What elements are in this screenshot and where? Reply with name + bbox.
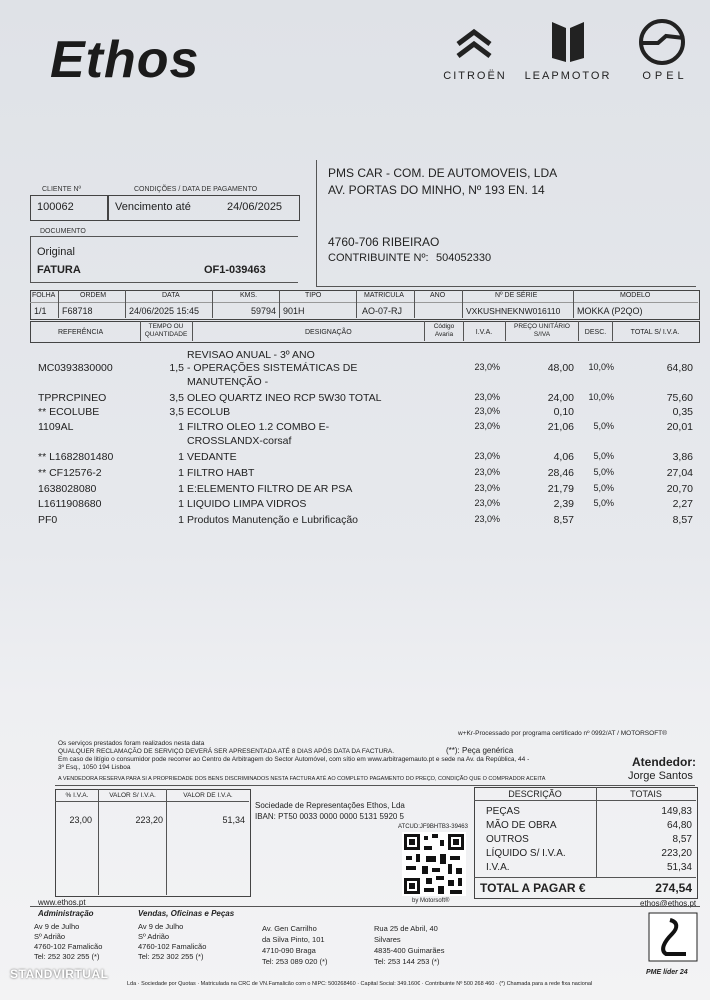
legal-note: Lda · Sociedade por Quotas · Matriculada na CRC de VN.Famalicão com o NIPC: 500268460 · Capital Social: 349.160€ · Contribuinte Nº 500 268 460 · (*) Chamada para a rede fixa nacional [127, 981, 593, 987]
customer-postal: 4760-706 RIBEIRAO [328, 235, 440, 249]
line-total: 0,35 [672, 406, 693, 418]
vehicle-header-kms: KMS. [240, 292, 258, 299]
opel-logo-icon [636, 16, 688, 68]
line-designation: OLEO QUARTZ INEO RCP 5W30 TOTAL [187, 392, 382, 404]
line-vat: 23,0% [474, 451, 500, 461]
summary-label: PEÇAS [486, 806, 520, 817]
brand-leapmotor: LEAPMOTOR [524, 70, 612, 82]
admin-line: Av 9 de Julho [34, 922, 80, 931]
sales1-line: Tel: 252 302 255 (*) [138, 952, 204, 961]
line-unit-price: 2,39 [553, 498, 574, 510]
vat-header-base: VALOR S/ I.V.A. [109, 792, 156, 799]
line-designation: CROSSLANDX-corsaf [187, 435, 292, 447]
line-vat: 23,0% [474, 362, 500, 372]
customer-address: AV. PORTAS DO MINHO, Nº 193 EN. 14 [328, 183, 545, 197]
line-reference: 1109AL [38, 421, 74, 433]
line-discount: 10,0% [588, 392, 614, 402]
summary-header-totals: TOTAIS [630, 789, 662, 799]
brand-opel: OPEL [642, 70, 688, 82]
summary-label: LÍQUIDO S/ I.V.A. [486, 848, 566, 859]
email[interactable]: ethos@ethos.pt [640, 899, 697, 908]
qr-code-icon [402, 832, 466, 896]
sales1-line: Av 9 de Julho [138, 922, 184, 931]
sales3-line: Rua 25 de Abril, 40 [374, 924, 438, 933]
vehicle-header-date: DATA [162, 292, 180, 299]
summary-value: 149,83 [661, 806, 692, 817]
sales-title: Vendas, Oficinas e Peças [138, 909, 235, 918]
company-logo: Ethos [50, 31, 200, 89]
vehicle-header-year: ANO [430, 292, 446, 299]
attendant-label: Atendedor: [632, 755, 696, 769]
vat-rate: 23,00 [69, 815, 92, 825]
line-unit-price: 28,46 [547, 467, 574, 479]
sales2-line: Av. Gen Carrilho [262, 924, 317, 933]
website[interactable]: www.ethos.pt [38, 898, 86, 907]
line-quantity: 1 [178, 483, 184, 495]
vehicle-model: MOKKA (P2QO) [577, 306, 643, 316]
summary-value: 64,80 [666, 820, 692, 831]
vehicle-serial: VXKUSHNEKNW016110 [466, 306, 561, 316]
col-discount: DESC. [584, 329, 607, 336]
line-total: 64,80 [666, 362, 693, 374]
line-unit-price: 0,10 [553, 406, 574, 418]
line-reference: L1611908680 [38, 498, 102, 510]
line-quantity: 1,5 [169, 362, 184, 374]
line-designation: E:ELEMENTO FILTRO DE AR PSA [187, 483, 353, 495]
customer-nif: 504052330 [436, 252, 492, 264]
line-quantity: 3,5 [169, 406, 184, 418]
line-discount: 5,0% [593, 483, 614, 493]
vehicle-kms: 59794 [250, 306, 276, 316]
col-vat: I.V.A. [475, 329, 493, 336]
vehicle-header-model: MODELO [620, 292, 651, 299]
customer-nif-label: CONTRIBUINTE Nº: [328, 252, 429, 264]
line-unit-price: 48,00 [547, 362, 574, 374]
line-reference: ** ECOLUBE [38, 406, 100, 418]
document-label: DOCUMENTO [40, 228, 86, 235]
col-reference: REFERÊNCIA [58, 329, 104, 336]
line-unit-price: 24,00 [547, 392, 574, 404]
line-discount: 5,0% [593, 421, 614, 431]
conditions-value: Vencimento até [115, 201, 191, 213]
ownership-reserve: A VENDEDORA RESERVA PARA SI A PROPRIEDADE DOS BENS DISCRIMINADOS NESTA FACTURA ATÉ AO COMPLETO PAGAMENTO DO PREÇO, CONDIÇÃO QUE O COMPRADOR ACEITA [58, 776, 546, 782]
line-designation: REVISAO ANUAL - 3º ANO [187, 349, 315, 361]
vat-base: 223,20 [135, 815, 163, 825]
conditions-label: CONDIÇÕES / DATA DE PAGAMENTO [134, 186, 258, 193]
generic-part-note: (**): Peça genérica [446, 746, 514, 755]
notice-line-2: QUALQUER RECLAMAÇÃO DE SERVIÇO DEVERÁ SER APRESENTADA ATÉ 8 DIAS APÓS DATA DA FACTURA. [58, 748, 395, 755]
line-reference: 1638028080 [38, 483, 97, 495]
admin-line: 4760-102 Famalicão [34, 942, 103, 951]
line-total: 2,27 [672, 498, 693, 510]
total-value: 274,54 [655, 881, 692, 895]
line-designation: MANUTENÇÃO - [187, 376, 269, 388]
vehicle-plate: AO-07-RJ [362, 306, 403, 316]
sales3-line: Tel: 253 144 253 (*) [374, 957, 440, 966]
summary-label: OUTROS [486, 834, 529, 845]
motorsoft-credit: by Motorsoft® [412, 898, 450, 904]
attendant-name: Jorge Santos [628, 770, 693, 782]
line-total: 8,57 [672, 514, 693, 526]
document-type: Original [37, 246, 75, 258]
summary-value: 8,57 [672, 834, 692, 845]
vehicle-date: 24/06/2025 15:45 [129, 306, 200, 316]
leapmotor-logo-icon [546, 18, 590, 66]
line-unit-price: 21,06 [547, 421, 574, 433]
line-reference: TPPRCPINEO [38, 392, 107, 404]
summary-label: MÃO DE OBRA [486, 820, 557, 831]
admin-title: Administração [38, 909, 94, 918]
vat-table [55, 789, 251, 897]
line-discount: 5,0% [593, 498, 614, 508]
line-reference: PF0 [38, 514, 58, 526]
summary-header-description: DESCRIÇÃO [508, 789, 562, 799]
line-vat: 23,0% [474, 406, 500, 416]
line-total: 3,86 [672, 451, 693, 463]
line-vat: 23,0% [474, 421, 500, 431]
line-quantity: 3,5 [169, 392, 184, 404]
line-discount: 10,0% [588, 362, 614, 372]
due-date: 24/06/2025 [227, 201, 283, 213]
line-total: 75,60 [666, 392, 693, 404]
line-total: 20,70 [666, 483, 693, 495]
col-quantity: TEMPO OU QUANTIDADE [144, 323, 188, 338]
col-total: TOTAL S/ I.V.A. [630, 329, 680, 336]
line-unit-price: 4,06 [553, 451, 574, 463]
line-reference: ** L1682801480 [38, 451, 114, 463]
line-vat: 23,0% [474, 483, 500, 493]
company-name: Sociedade de Representações Ethos, Lda [255, 801, 405, 810]
vehicle-sheet: 1/1 [34, 306, 47, 316]
line-discount: 5,0% [593, 451, 614, 461]
sales2-line: 4710-090 Braga [262, 946, 316, 955]
vehicle-header-type: TIPO [305, 292, 322, 299]
vat-header-rate: % I.V.A. [65, 792, 89, 799]
line-unit-price: 8,57 [553, 514, 574, 526]
line-designation: Produtos Manutenção e Lubrificação [187, 514, 359, 526]
line-quantity: 1 [178, 498, 184, 510]
line-designation: FILTRO HABT [187, 467, 255, 479]
sales3-line: 4835-400 Guimarães [374, 946, 445, 955]
admin-line: Tel: 252 302 255 (*) [34, 952, 100, 961]
customer-name: PMS CAR - COM. DE AUTOMOVEIS, LDA [328, 166, 558, 180]
total-label: TOTAL A PAGAR € [480, 881, 586, 895]
summary-value: 51,34 [666, 862, 692, 873]
document-number: OF1-039463 [204, 264, 266, 276]
line-total: 20,01 [666, 421, 693, 433]
vehicle-header-plate: MATRICULA [364, 292, 404, 299]
line-designation: VEDANTE [187, 451, 237, 463]
line-reference: ** CF12576-2 [38, 467, 102, 479]
line-vat: 23,0% [474, 467, 500, 477]
watermark: STANDVIRTUAL [10, 967, 109, 981]
line-designation: LIQUIDO LIMPA VIDROS [187, 498, 307, 510]
vehicle-header-sheet: FOLHA [32, 292, 56, 299]
sales3-line: Silvares [374, 935, 401, 944]
vat-amount: 51,34 [222, 815, 245, 825]
client-number-label: CLIENTE Nº [42, 186, 82, 193]
sales1-line: 4760-102 Famalicão [138, 942, 207, 951]
vehicle-header-serial: Nº DE SÉRIE [495, 292, 538, 299]
admin-line: Sº Adrião [34, 932, 66, 941]
iban: IBAN: PT50 0033 0000 0000 5131 5920 5 [255, 812, 405, 821]
vehicle-header-order: ORDEM [80, 292, 107, 299]
pme-label: PME líder 24 [646, 969, 688, 976]
pme-leader-badge-icon [648, 912, 698, 968]
line-designation: - OPERAÇÕES SISTEMÁTICAS DE [187, 362, 358, 374]
line-quantity: 1 [178, 514, 184, 526]
sales2-line: da Silva Pinto, 101 [262, 935, 325, 944]
line-vat: 23,0% [474, 392, 500, 402]
notice-line-4: 3º Esq., 1050 194 Lisboa [58, 764, 131, 771]
line-total: 27,04 [666, 467, 693, 479]
line-vat: 23,0% [474, 514, 500, 524]
line-quantity: 1 [178, 451, 184, 463]
col-unit-price: PREÇO UNITÁRIO S/IVA [514, 323, 570, 338]
line-quantity: 1 [178, 467, 184, 479]
document-kind: FATURA [37, 264, 81, 276]
sales1-line: Sº Adrião [138, 932, 170, 941]
summary-label: I.V.A. [486, 862, 510, 873]
line-unit-price: 21,79 [547, 483, 574, 495]
notice-line-3: Em caso de litígio o consumidor pode recorrer ao Centro de Arbitragem do Sector Automóvel, com sítio em www.arbitragemauto.pt e sede na Av. da República, 44 - [58, 756, 530, 763]
notice-line-1: Os serviços prestados foram realizados nesta data [58, 740, 205, 747]
col-designation: DESIGNAÇÃO [305, 329, 352, 336]
client-number: 100062 [37, 201, 74, 213]
brand-citroen: CITROËN [443, 70, 507, 82]
vehicle-type: 901H [283, 306, 305, 316]
line-discount: 5,0% [593, 467, 614, 477]
vat-header-amount: VALOR DE I.V.A. [183, 792, 233, 799]
processed-note: w+Kr-Processado por programa certificado nº 0992/AT / MOTORSOFT® [458, 730, 667, 737]
line-designation: ECOLUB [187, 406, 231, 418]
col-fault-code: Código Avaria [433, 323, 455, 338]
atcud: ATCUD:JF9BHTB3-39463 [398, 824, 468, 830]
line-vat: 23,0% [474, 498, 500, 508]
vehicle-order: F68718 [62, 306, 93, 316]
citroen-logo-icon [452, 20, 496, 64]
sales2-line: Tel: 253 089 020 (*) [262, 957, 328, 966]
line-reference: MC0393830000 [38, 362, 113, 374]
summary-value: 223,20 [661, 848, 692, 859]
line-designation: FILTRO OLEO 1.2 COMBO E- [187, 421, 330, 433]
line-quantity: 1 [178, 421, 184, 433]
